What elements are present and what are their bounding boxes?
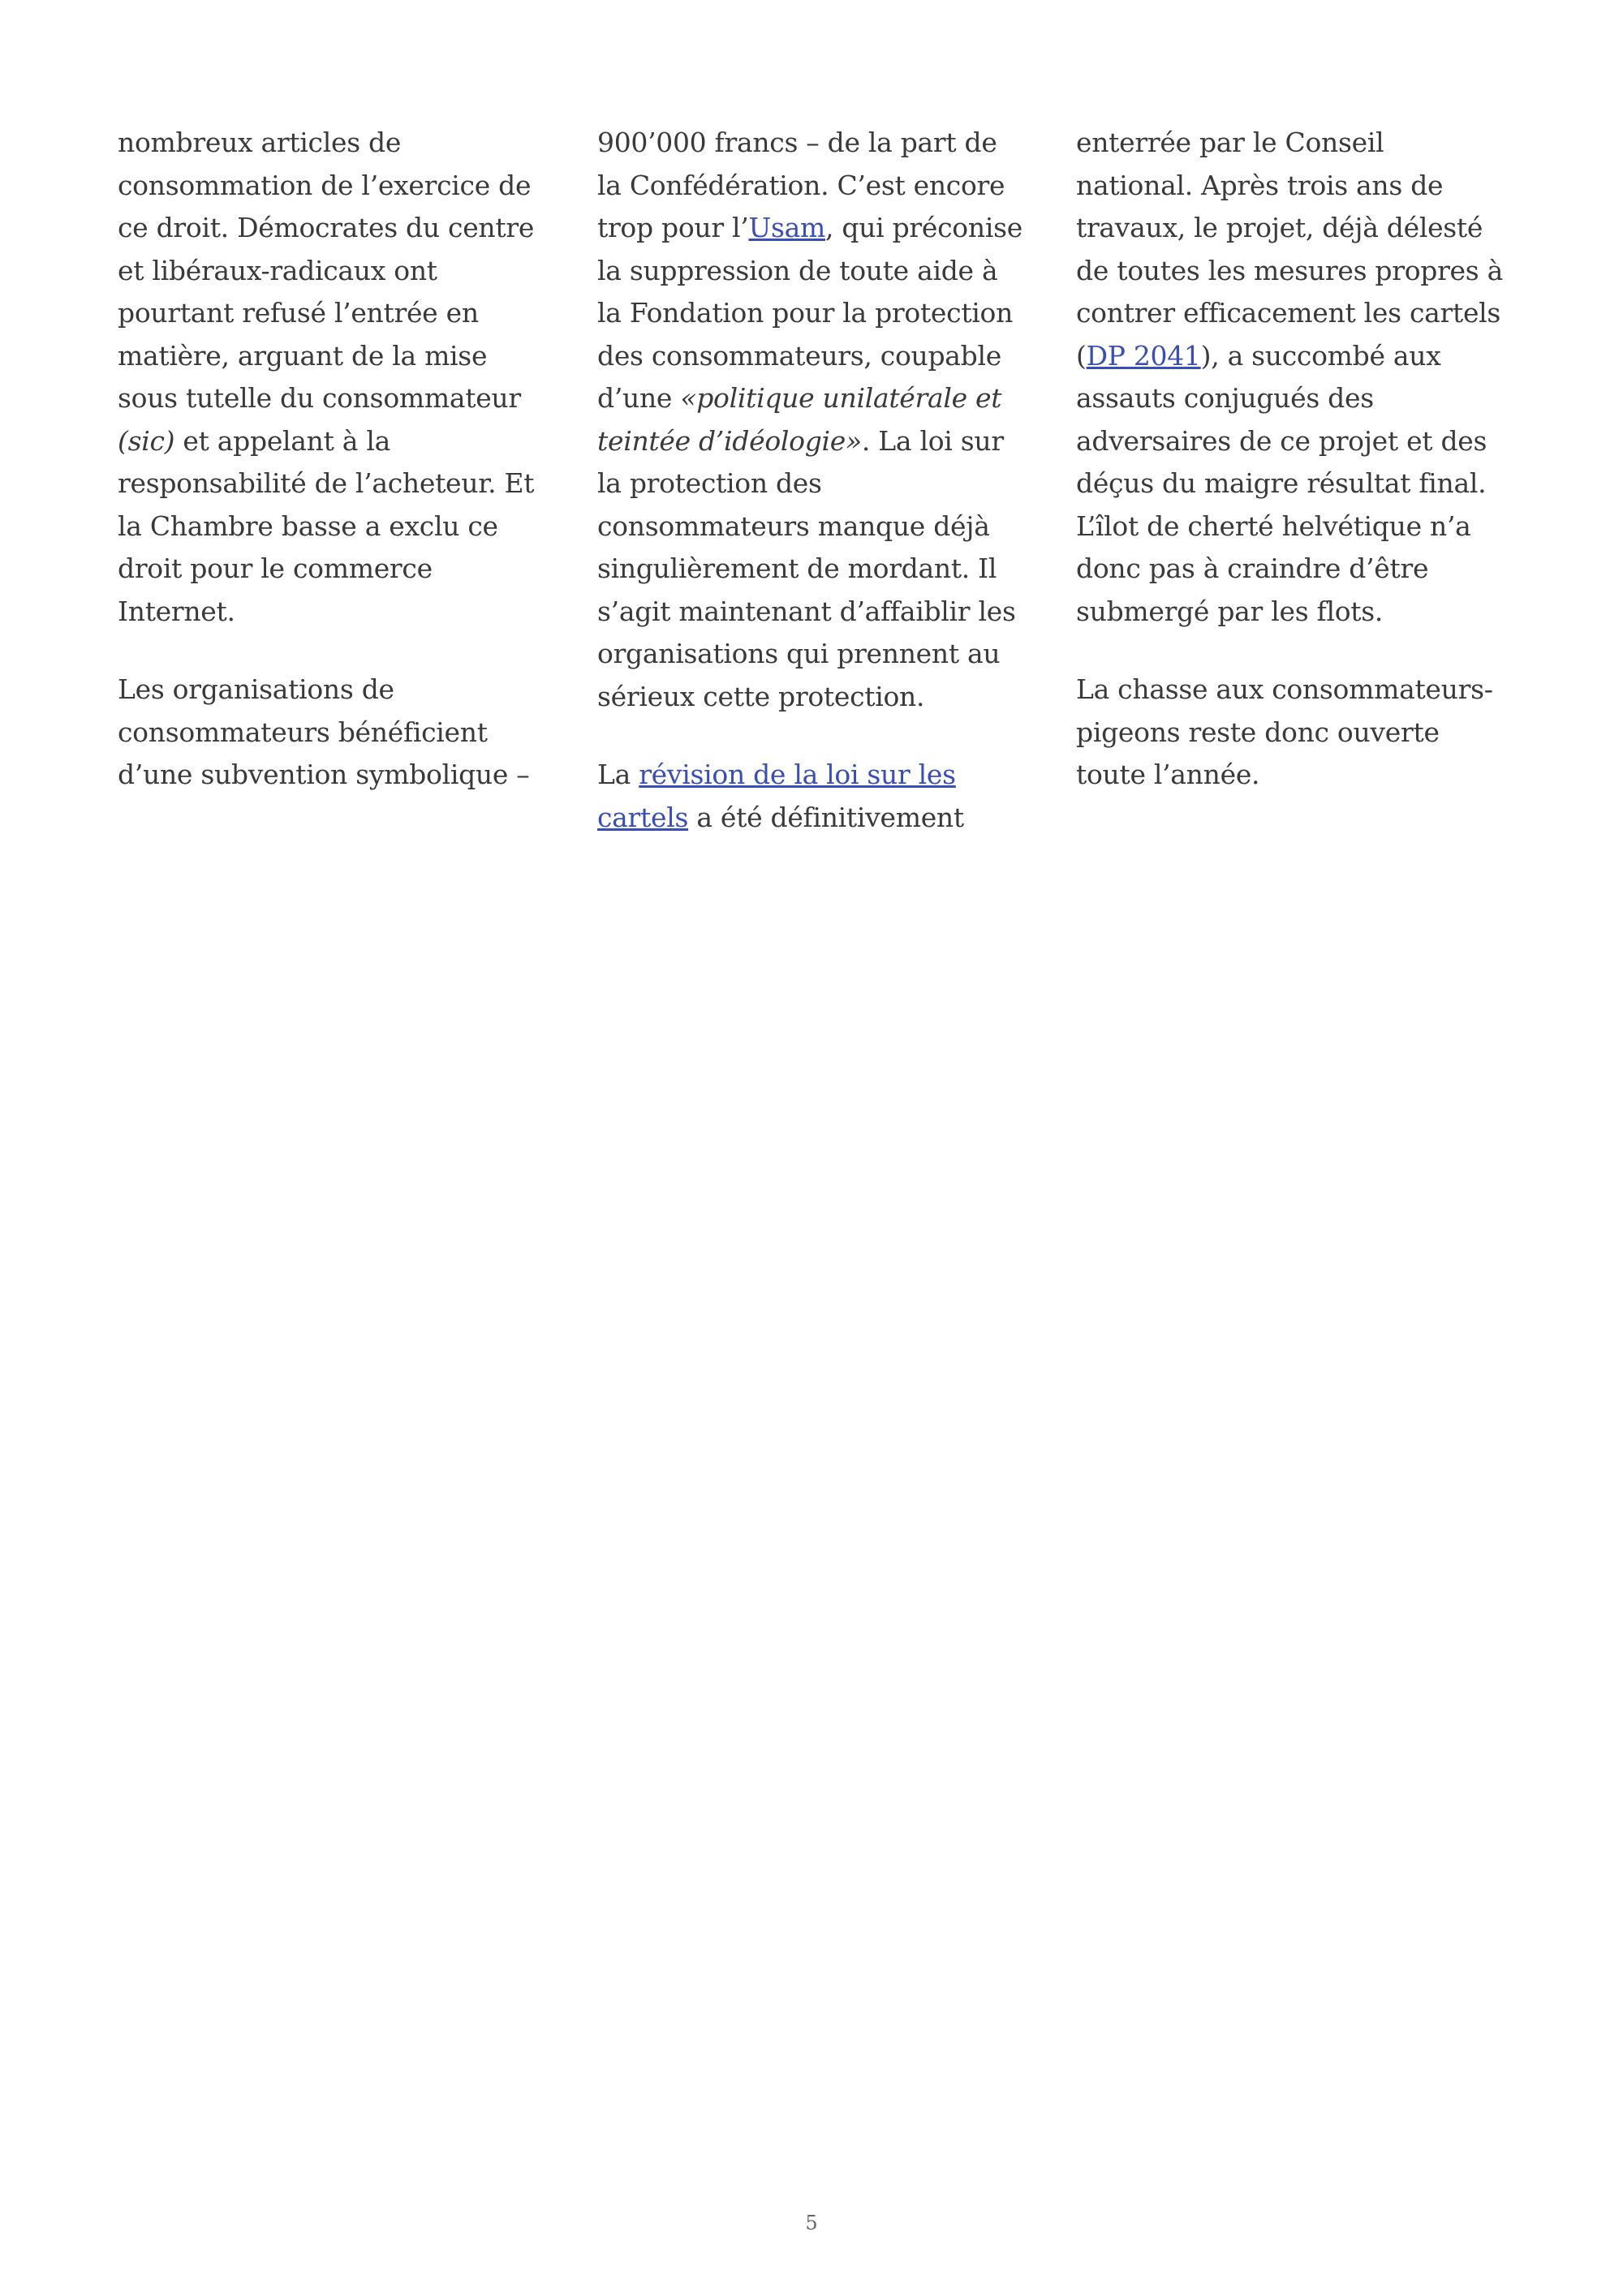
text-span: déçus du maigre résultat final. — [1076, 467, 1487, 499]
text-line — [1076, 420, 1518, 463]
text-span: . La loi sur — [861, 424, 1004, 457]
text-span: consommation de l’exercice de — [118, 169, 532, 201]
text-span: enterrée par le Conseil — [1076, 127, 1384, 158]
text-span: L’îlot de cherté helvétique n’a — [1076, 510, 1471, 542]
inline-link[interactable]: DP 2041 — [1086, 339, 1201, 372]
text-span: la Confédération. C’est encore — [597, 169, 1005, 201]
text-span: et appelant à la — [174, 424, 390, 457]
inline-link[interactable]: cartels — [597, 801, 689, 833]
text-line — [118, 669, 560, 712]
text-span: assauts conjugués des — [1076, 382, 1374, 414]
text-span: donc pas à craindre d’être — [1076, 553, 1429, 584]
text-span: Les organisations de — [118, 673, 394, 705]
text-line — [118, 207, 560, 250]
paragraph — [597, 122, 1040, 718]
text-span: s’agit maintenant d’affaiblir les — [597, 595, 1016, 627]
text-line — [1076, 207, 1518, 250]
text-line — [1076, 712, 1518, 755]
text-span: organisations qui prennent au — [597, 638, 1001, 669]
text-line — [1076, 292, 1518, 335]
text-span: contrer efficacement les cartels — [1076, 297, 1501, 329]
text-span: Internet. — [118, 595, 235, 627]
text-line — [118, 548, 560, 591]
text-span: des consommateurs, coupable — [597, 339, 1001, 372]
text-line — [597, 548, 1040, 591]
text-span: singulièrement de mordant. Il — [597, 553, 997, 584]
italic-text: «politique unilatérale et — [680, 382, 1002, 414]
text-span: la suppression de toute aide à — [597, 254, 998, 286]
text-column-3 — [1076, 122, 1518, 832]
paragraph — [597, 754, 1040, 839]
inline-link[interactable]: Usam — [748, 212, 825, 243]
text-span: , qui préconise — [825, 212, 1022, 243]
text-line — [118, 420, 560, 463]
text-line — [597, 797, 1040, 840]
text-line — [118, 462, 560, 505]
text-span: ( — [1076, 339, 1087, 372]
text-line — [597, 754, 1040, 797]
text-span: pourtant refusé l’entrée en — [118, 297, 479, 329]
text-span: et libéraux-radicaux ont — [118, 254, 437, 286]
text-line — [1076, 377, 1518, 420]
text-line — [118, 335, 560, 378]
text-span: de toutes les mesures propres à — [1076, 254, 1503, 286]
text-span: a été définitivement — [688, 801, 964, 833]
text-span: national. Après trois ans de — [1076, 169, 1444, 201]
text-line — [597, 462, 1040, 505]
text-line — [1076, 669, 1518, 712]
text-span: matière, arguant de la mise — [118, 339, 488, 372]
text-span: sérieux cette protection. — [597, 680, 925, 712]
text-line — [1076, 591, 1518, 634]
text-span: pigeons reste donc ouverte — [1076, 716, 1440, 748]
text-line — [597, 505, 1040, 548]
text-line — [597, 633, 1040, 676]
text-span: submergé par les flots. — [1076, 595, 1384, 627]
text-span: ce droit. Démocrates du centre — [118, 212, 535, 243]
text-span: 900’000 francs – de la part de — [597, 127, 997, 158]
paragraph — [1076, 122, 1518, 633]
text-span: responsabilité de l’acheteur. Et — [118, 467, 535, 499]
text-span: la protection des — [597, 467, 822, 499]
text-span: la Fondation pour la protection — [597, 297, 1014, 329]
text-line — [118, 591, 560, 634]
text-column-1 — [118, 122, 560, 832]
text-span: adversaires de ce projet et des — [1076, 424, 1487, 457]
text-line — [1076, 122, 1518, 165]
text-line — [597, 165, 1040, 208]
text-line — [1076, 462, 1518, 505]
paragraph — [1076, 669, 1518, 797]
text-span: d’une subvention symbolique – — [118, 759, 530, 790]
text-line — [118, 377, 560, 420]
text-span: consommateurs bénéficient — [118, 716, 488, 748]
text-span: droit pour le commerce — [118, 553, 433, 584]
italic-text: (sic) — [118, 424, 175, 457]
text-line — [597, 207, 1040, 250]
text-span: consommateurs manque déjà — [597, 510, 990, 542]
text-line — [597, 676, 1040, 719]
text-span: sous tutelle du consommateur — [118, 382, 521, 414]
paragraph — [118, 122, 560, 633]
text-span: La — [597, 759, 639, 790]
text-line — [597, 292, 1040, 335]
text-span: La chasse aux consommateurs- — [1076, 673, 1493, 705]
text-line — [597, 250, 1040, 293]
text-line — [1076, 250, 1518, 293]
text-line — [597, 591, 1040, 634]
text-line — [1076, 165, 1518, 208]
text-line — [597, 335, 1040, 378]
text-line — [118, 292, 560, 335]
text-line — [597, 420, 1040, 463]
text-line — [597, 122, 1040, 165]
text-span: ), a succombé aux — [1200, 339, 1441, 372]
text-line — [1076, 548, 1518, 591]
text-line — [597, 377, 1040, 420]
text-line — [118, 250, 560, 293]
text-line — [118, 754, 560, 797]
inline-link[interactable]: révision de la loi sur les — [639, 759, 956, 790]
text-span: toute l’année. — [1076, 759, 1260, 790]
text-line — [118, 122, 560, 165]
text-line — [118, 165, 560, 208]
text-line — [1076, 754, 1518, 797]
text-span: travaux, le projet, déjà délesté — [1076, 212, 1483, 243]
text-line — [1076, 505, 1518, 548]
paragraph — [118, 669, 560, 797]
text-line — [1076, 335, 1518, 378]
text-span: trop pour l’ — [597, 212, 749, 243]
text-line — [118, 712, 560, 755]
text-span: d’une — [597, 382, 681, 414]
text-line — [118, 505, 560, 548]
text-column-2 — [597, 122, 1040, 875]
italic-text: teintée d’idéologie» — [597, 424, 862, 457]
text-span: la Chambre basse a exclu ce — [118, 510, 498, 542]
page-number: 5 — [805, 2212, 818, 2234]
text-span: nombreux articles de — [118, 127, 402, 158]
